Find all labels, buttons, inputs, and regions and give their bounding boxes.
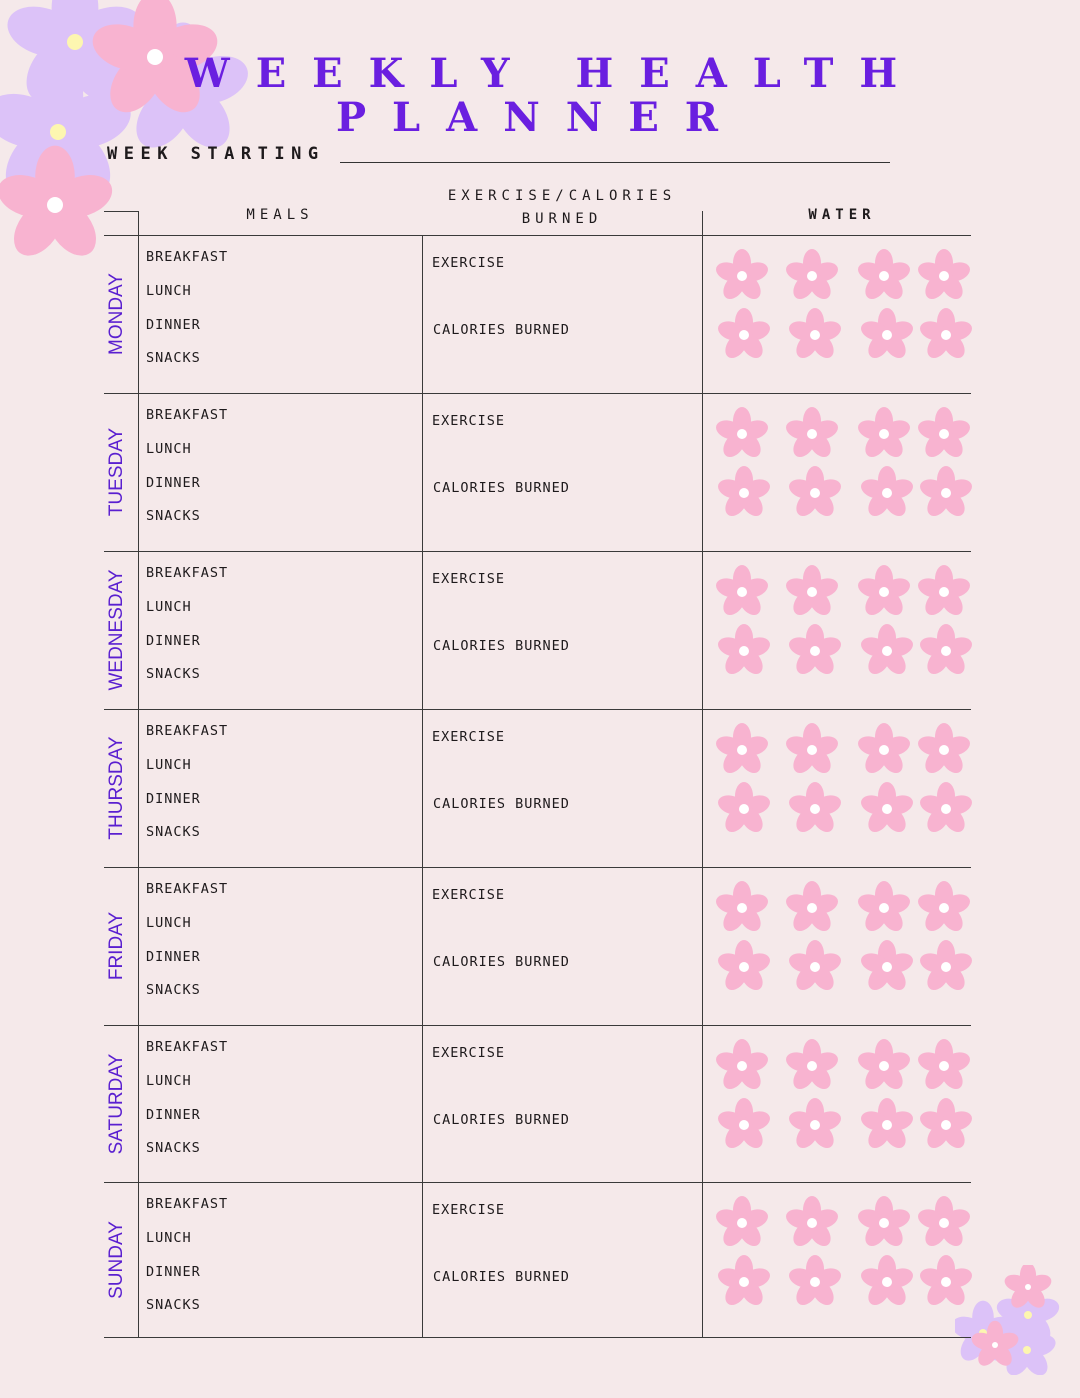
water-glass-flower-icon[interactable] [854,562,914,622]
water-glass-flower-icon[interactable] [782,404,842,464]
water-glass-flower-icon[interactable] [857,621,917,681]
meal-label-breakfast: BREAKFAST [146,249,229,265]
header-divider-water [702,211,703,235]
water-glass-flower-icon[interactable] [785,305,845,365]
week-starting-label: WEEK STARTING [107,144,325,164]
water-glass-flower-icon[interactable] [857,305,917,365]
water-glass-flower-icon[interactable] [714,305,774,365]
water-tracker [702,1025,982,1182]
header-divider-meals [138,211,139,235]
water-glass-flower-icon[interactable] [914,562,974,622]
water-glass-flower-icon[interactable] [714,621,774,681]
meal-label-dinner: DINNER [146,633,201,649]
exercise-header-line1: EXERCISE/CALORIES [447,188,677,204]
water-glass-flower-icon[interactable] [916,1095,976,1155]
top-rule [104,211,138,212]
meal-label-lunch: LUNCH [146,1073,192,1089]
water-glass-flower-icon[interactable] [916,779,976,839]
meal-label-snacks: SNACKS [146,824,201,840]
meal-label-breakfast: BREAKFAST [146,1039,229,1055]
water-glass-flower-icon[interactable] [785,1252,845,1312]
page-title-line2: PLANNER [335,94,745,141]
meal-label-dinner: DINNER [146,1264,201,1280]
water-glass-flower-icon[interactable] [857,1095,917,1155]
meal-label-snacks: SNACKS [146,508,201,524]
water-glass-flower-icon[interactable] [916,1252,976,1312]
water-glass-flower-icon[interactable] [785,779,845,839]
meal-label-lunch: LUNCH [146,599,192,615]
water-glass-flower-icon[interactable] [782,878,842,938]
meal-label-snacks: SNACKS [146,1297,201,1313]
calories-burned-label: CALORIES BURNED [433,796,570,812]
day-label-wednesday: WEDNESDAY [106,569,127,691]
water-glass-flower-icon[interactable] [712,1036,772,1096]
water-glass-flower-icon[interactable] [854,878,914,938]
water-glass-flower-icon[interactable] [712,404,772,464]
water-glass-flower-icon[interactable] [857,1252,917,1312]
meal-label-dinner: DINNER [146,317,201,333]
water-glass-flower-icon[interactable] [914,404,974,464]
meal-label-breakfast: BREAKFAST [146,407,229,423]
day-label-friday: FRIDAY [106,911,127,981]
water-glass-flower-icon[interactable] [914,720,974,780]
meal-label-breakfast: BREAKFAST [146,723,229,739]
water-glass-flower-icon[interactable] [854,720,914,780]
week-starting-line[interactable] [340,162,890,163]
day-label-thursday: THURSDAY [106,736,127,840]
meal-label-breakfast: BREAKFAST [146,881,229,897]
calories-burned-label: CALORIES BURNED [433,638,570,654]
water-glass-flower-icon[interactable] [782,720,842,780]
water-glass-flower-icon[interactable] [712,1193,772,1253]
meal-label-lunch: LUNCH [146,915,192,931]
page-title-line1: WEEKLY HEALTH [184,50,924,97]
water-glass-flower-icon[interactable] [854,1193,914,1253]
water-glass-flower-icon[interactable] [782,562,842,622]
meal-label-snacks: SNACKS [146,1140,201,1156]
water-tracker [702,867,982,1025]
calories-burned-label: CALORIES BURNED [433,954,570,970]
day-label-saturday: SATURDAY [106,1053,127,1154]
water-glass-flower-icon[interactable] [714,1095,774,1155]
meal-label-dinner: DINNER [146,949,201,965]
water-glass-flower-icon[interactable] [857,779,917,839]
water-glass-flower-icon[interactable] [857,463,917,523]
exercise-label: EXERCISE [432,1045,506,1061]
water-glass-flower-icon[interactable] [785,621,845,681]
meal-label-lunch: LUNCH [146,283,192,299]
meal-label-breakfast: BREAKFAST [146,565,229,581]
meal-label-snacks: SNACKS [146,982,201,998]
water-glass-flower-icon[interactable] [714,463,774,523]
water-glass-flower-icon[interactable] [782,246,842,306]
exercise-label: EXERCISE [432,255,506,271]
row-rule [104,1337,971,1338]
meal-label-lunch: LUNCH [146,757,192,773]
water-glass-flower-icon[interactable] [712,246,772,306]
column-rule-day [138,235,139,1337]
water-glass-flower-icon[interactable] [857,937,917,997]
water-glass-flower-icon[interactable] [854,404,914,464]
water-tracker [702,551,982,709]
column-rule-meals [422,235,423,1337]
water-tracker [702,235,982,393]
water-glass-flower-icon[interactable] [782,1036,842,1096]
water-glass-flower-icon[interactable] [785,937,845,997]
water-glass-flower-icon[interactable] [785,1095,845,1155]
water-tracker [702,393,982,551]
day-label-sunday: SUNDAY [106,1220,127,1299]
water-glass-flower-icon[interactable] [914,1036,974,1096]
exercise-label: EXERCISE [432,1202,506,1218]
calories-burned-label: CALORIES BURNED [433,1112,570,1128]
exercise-header-line2: BURNED [521,211,603,227]
water-tracker [702,1182,982,1337]
water-glass-flower-icon[interactable] [916,463,976,523]
day-label-tuesday: TUESDAY [106,427,127,517]
water-glass-flower-icon[interactable] [712,878,772,938]
meal-label-snacks: SNACKS [146,666,201,682]
calories-burned-label: CALORIES BURNED [433,322,570,338]
water-glass-flower-icon[interactable] [914,246,974,306]
water-glass-flower-icon[interactable] [916,621,976,681]
water-glass-flower-icon[interactable] [712,562,772,622]
exercise-label: EXERCISE [432,571,506,587]
exercise-label: EXERCISE [432,729,506,745]
meal-label-snacks: SNACKS [146,350,201,366]
water-glass-flower-icon[interactable] [854,1036,914,1096]
day-label-monday: MONDAY [106,273,127,355]
water-glass-flower-icon[interactable] [714,779,774,839]
water-glass-flower-icon[interactable] [785,463,845,523]
water-glass-flower-icon[interactable] [914,878,974,938]
exercise-label: EXERCISE [432,887,506,903]
meals-header: MEALS [246,207,314,223]
meal-label-dinner: DINNER [146,475,201,491]
water-glass-flower-icon[interactable] [916,305,976,365]
meal-label-lunch: LUNCH [146,441,192,457]
meal-label-dinner: DINNER [146,1107,201,1123]
calories-burned-label: CALORIES BURNED [433,1269,570,1285]
water-glass-flower-icon[interactable] [916,937,976,997]
meal-label-breakfast: BREAKFAST [146,1196,229,1212]
calories-burned-label: CALORIES BURNED [433,480,570,496]
water-tracker [702,709,982,867]
water-header: WATER [808,207,876,223]
meal-label-lunch: LUNCH [146,1230,192,1246]
exercise-label: EXERCISE [432,413,506,429]
water-glass-flower-icon[interactable] [782,1193,842,1253]
water-glass-flower-icon[interactable] [714,1252,774,1312]
meal-label-dinner: DINNER [146,791,201,807]
water-glass-flower-icon[interactable] [854,246,914,306]
water-glass-flower-icon[interactable] [714,937,774,997]
water-glass-flower-icon[interactable] [914,1193,974,1253]
water-glass-flower-icon[interactable] [712,720,772,780]
